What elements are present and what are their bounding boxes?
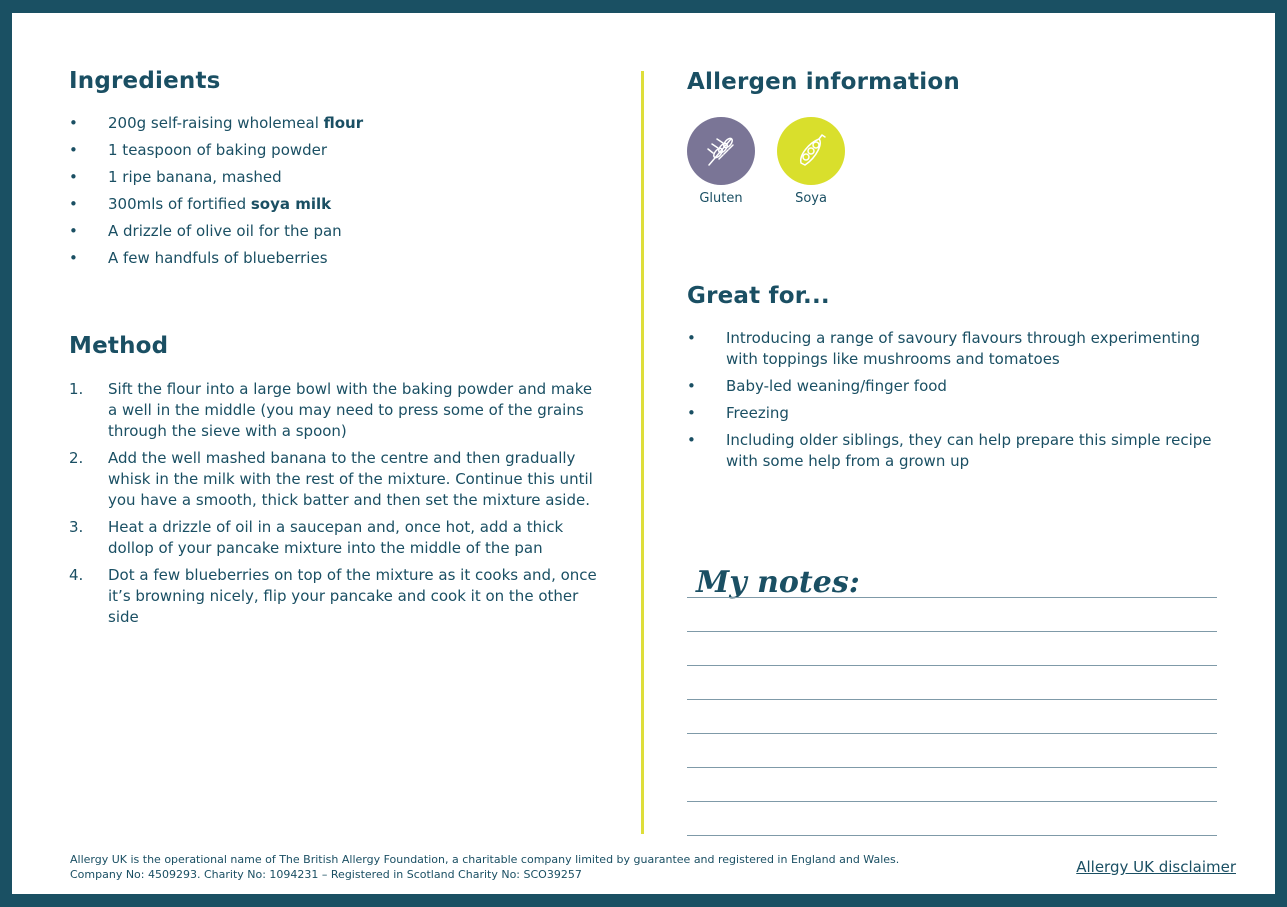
note-line[interactable]: [687, 597, 1217, 598]
great-for-list: [687, 328, 1222, 478]
note-line[interactable]: [687, 801, 1217, 802]
list-item: • Introducing a range of savoury flavours through experimenting with toppings like mushrooms and tomatoes: [687, 329, 1201, 368]
note-line[interactable]: [687, 767, 1217, 768]
list-item: • Freezing: [687, 404, 789, 422]
note-line[interactable]: [687, 699, 1217, 700]
note-line[interactable]: [687, 733, 1217, 734]
list-item: • Including older siblings, they can help prepare this simple recipe with some help from a grown up: [687, 431, 1212, 470]
list-item: • 1 ripe banana, mashed: [69, 168, 282, 186]
column-divider: [641, 71, 644, 834]
wheat-icon: [687, 117, 755, 185]
note-line[interactable]: [687, 835, 1217, 836]
method-step: 4. Dot a few blueberries on top of the mixture as it cooks and, once it’s browning nicely, flip your pancake and cook it on the other side: [69, 566, 597, 626]
list-item: • A few handfuls of blueberries: [69, 249, 328, 267]
method-heading: Method: [69, 333, 169, 359]
footer-legal: [70, 852, 899, 882]
allergen-label: Soya: [795, 191, 827, 206]
disclaimer-link[interactable]: Allergy UK disclaimer: [1076, 858, 1236, 876]
method-list: [69, 379, 604, 634]
allergen-heading: Allergen information: [687, 69, 960, 95]
recipe-card: [12, 13, 1275, 894]
soya-bean-icon: [777, 117, 845, 185]
allergen-gluten: [686, 117, 756, 206]
method-step: 2. Add the well mashed banana to the centre and then gradually whisk in the milk with the rest of the mixture. Continue this until you have a smooth, thick batter and then set the mixture aside.: [69, 449, 593, 509]
note-line[interactable]: [687, 631, 1217, 632]
footer-line-1: Allergy UK is the operational name of The British Allergy Foundation, a charitable company limited by guarantee and registered in England and Wales.: [70, 853, 900, 866]
allergen-label: Gluten: [699, 191, 743, 206]
allergen-soya: [776, 117, 846, 206]
list-item: • Baby-led weaning/finger food: [687, 377, 947, 395]
method-step: 1. Sift the flour into a large bowl with the baking powder and make a well in the middle (you may need to press some of the grains through the sieve with a spoon): [69, 380, 593, 440]
method-step: 3. Heat a drizzle of oil in a saucepan and, once hot, add a thick dollop of your pancake mixture into the middle of the pan: [69, 518, 564, 557]
list-item: • 1 teaspoon of baking powder: [69, 141, 328, 159]
ingredients-list: [69, 113, 629, 275]
list-item: • A drizzle of olive oil for the pan: [69, 222, 342, 240]
list-item: • 300mls of fortified soya milk: [69, 195, 332, 213]
footer-line-2: Company No: 4509293. Charity No: 1094231 – Registered in Scotland Charity No: SCO39257: [70, 868, 582, 881]
great-for-heading: Great for...: [687, 283, 830, 309]
list-item: • 200g self-raising wholemeal flour: [69, 114, 364, 132]
note-line[interactable]: [687, 665, 1217, 666]
ingredients-heading: Ingredients: [69, 68, 221, 94]
notes-heading: My notes:: [696, 565, 860, 600]
